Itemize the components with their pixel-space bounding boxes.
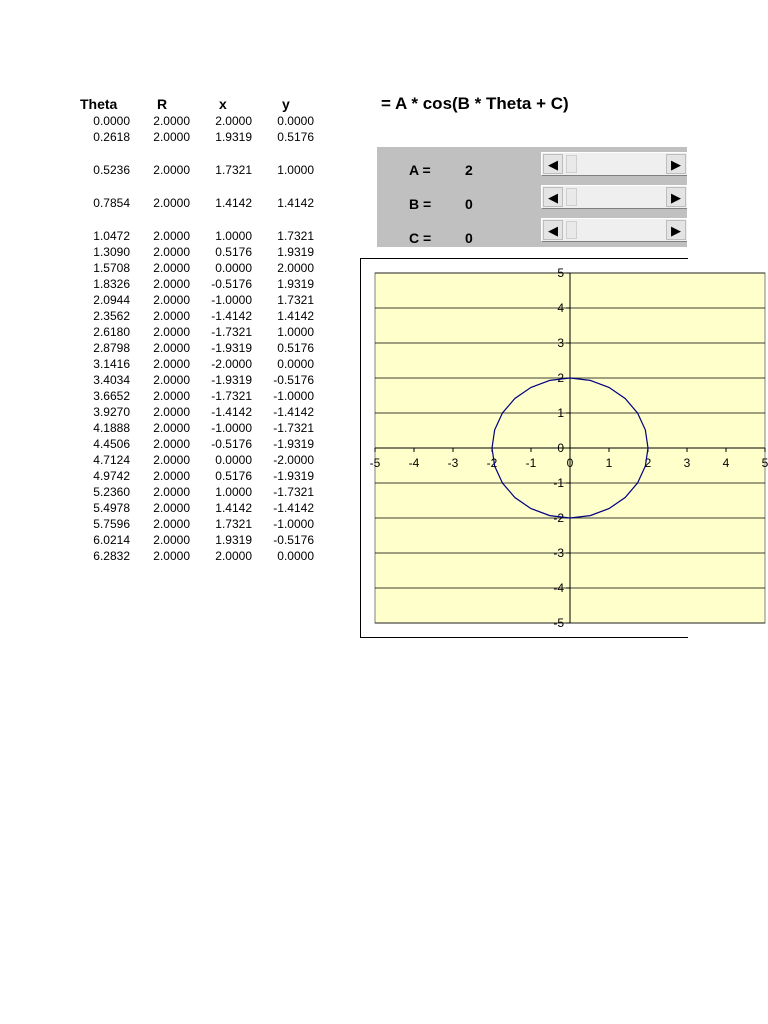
x-cell: -1.7321 bbox=[211, 389, 252, 403]
table-row bbox=[72, 245, 332, 260]
param-a-value: 2 bbox=[465, 162, 473, 178]
y-cell: 2.0000 bbox=[277, 261, 314, 275]
param-c-scrollbar[interactable] bbox=[541, 218, 687, 242]
header-theta: Theta bbox=[80, 96, 118, 112]
theta-cell: 2.6180 bbox=[93, 325, 130, 339]
y-cell: 1.0000 bbox=[277, 163, 314, 177]
y-cell: 1.4142 bbox=[277, 196, 314, 210]
y-cell: 0.5176 bbox=[277, 130, 314, 144]
table-row bbox=[72, 277, 332, 292]
theta-cell: 0.7854 bbox=[93, 196, 130, 210]
theta-cell: 1.8326 bbox=[93, 277, 130, 291]
param-b-label: B = bbox=[409, 196, 432, 212]
y-tick-label: -3 bbox=[553, 546, 564, 560]
scroll-right-arrow-icon[interactable]: ▶ bbox=[666, 187, 686, 207]
r-cell: 2.0000 bbox=[153, 405, 190, 419]
r-cell: 2.0000 bbox=[153, 325, 190, 339]
table-row bbox=[72, 229, 332, 244]
y-tick-label: 5 bbox=[557, 266, 564, 280]
y-cell: 1.4142 bbox=[277, 309, 314, 323]
theta-cell: 5.4978 bbox=[93, 501, 130, 515]
y-cell: -1.9319 bbox=[273, 437, 314, 451]
y-cell: -0.5176 bbox=[273, 533, 314, 547]
y-tick-label: 1 bbox=[557, 406, 564, 420]
x-cell: -1.4142 bbox=[211, 309, 252, 323]
x-cell: 1.4142 bbox=[215, 501, 252, 515]
r-cell: 2.0000 bbox=[153, 533, 190, 547]
r-cell: 2.0000 bbox=[153, 130, 190, 144]
r-cell: 2.0000 bbox=[153, 517, 190, 531]
x-cell: 0.0000 bbox=[215, 261, 252, 275]
theta-cell: 3.6652 bbox=[93, 389, 130, 403]
r-cell: 2.0000 bbox=[153, 453, 190, 467]
r-cell: 2.0000 bbox=[153, 309, 190, 323]
r-cell: 2.0000 bbox=[153, 437, 190, 451]
x-cell: 2.0000 bbox=[215, 114, 252, 128]
r-cell: 2.0000 bbox=[153, 277, 190, 291]
y-cell: -0.5176 bbox=[273, 373, 314, 387]
scroll-left-arrow-icon[interactable]: ◀ bbox=[543, 187, 563, 207]
x-tick-label: 3 bbox=[683, 456, 691, 470]
table-row bbox=[72, 373, 332, 388]
y-cell: 1.7321 bbox=[277, 293, 314, 307]
table-row bbox=[72, 421, 332, 436]
header-x: x bbox=[219, 96, 227, 112]
y-cell: -1.9319 bbox=[273, 469, 314, 483]
r-cell: 2.0000 bbox=[153, 293, 190, 307]
x-cell: 1.7321 bbox=[215, 517, 252, 531]
theta-cell: 0.5236 bbox=[93, 163, 130, 177]
y-cell: -1.7321 bbox=[273, 421, 314, 435]
y-tick-label: 3 bbox=[557, 336, 564, 350]
table-row bbox=[72, 341, 332, 356]
r-cell: 2.0000 bbox=[153, 357, 190, 371]
y-cell: -1.0000 bbox=[273, 389, 314, 403]
r-cell: 2.0000 bbox=[153, 261, 190, 275]
r-cell: 2.0000 bbox=[153, 341, 190, 355]
table-row bbox=[72, 405, 332, 420]
x-tick-label: -3 bbox=[447, 456, 459, 470]
y-tick-label: -4 bbox=[553, 581, 564, 595]
theta-cell: 6.2832 bbox=[93, 549, 130, 563]
table-row bbox=[72, 325, 332, 340]
r-cell: 2.0000 bbox=[153, 501, 190, 515]
y-cell: -1.7321 bbox=[273, 485, 314, 499]
r-cell: 2.0000 bbox=[153, 196, 190, 210]
y-tick-label: 0 bbox=[557, 441, 564, 455]
x-cell: -1.4142 bbox=[211, 405, 252, 419]
param-a-scrollbar[interactable] bbox=[541, 152, 687, 176]
parameter-panel bbox=[377, 147, 687, 247]
x-tick-label: 1 bbox=[605, 456, 613, 470]
y-cell: 0.0000 bbox=[277, 549, 314, 563]
y-cell: 1.9319 bbox=[277, 245, 314, 259]
x-cell: 1.0000 bbox=[215, 229, 252, 243]
y-cell: 0.0000 bbox=[277, 114, 314, 128]
param-a-label: A = bbox=[409, 162, 431, 178]
table-row bbox=[72, 469, 332, 484]
formula-title: = A * cos(B * Theta + C) bbox=[381, 94, 569, 113]
table-row bbox=[72, 453, 332, 468]
r-cell: 2.0000 bbox=[153, 114, 190, 128]
param-c-label: C = bbox=[409, 230, 432, 246]
x-tick-label: 5 bbox=[761, 456, 768, 470]
r-cell: 2.0000 bbox=[153, 421, 190, 435]
x-cell: -1.0000 bbox=[211, 421, 252, 435]
x-cell: 1.0000 bbox=[215, 485, 252, 499]
header-y: y bbox=[282, 96, 290, 112]
y-cell: 1.7321 bbox=[277, 229, 314, 243]
table-row bbox=[72, 309, 332, 324]
table-row bbox=[72, 533, 332, 548]
theta-cell: 6.0214 bbox=[93, 533, 130, 547]
x-cell: -2.0000 bbox=[211, 357, 252, 371]
x-cell: -1.9319 bbox=[211, 373, 252, 387]
r-cell: 2.0000 bbox=[153, 469, 190, 483]
theta-cell: 1.3090 bbox=[93, 245, 130, 259]
table-row bbox=[72, 130, 332, 145]
table-row bbox=[72, 261, 332, 276]
x-cell: -1.7321 bbox=[211, 325, 252, 339]
r-cell: 2.0000 bbox=[153, 373, 190, 387]
table-row bbox=[72, 389, 332, 404]
header-r: R bbox=[157, 96, 168, 112]
table-row bbox=[72, 517, 332, 532]
data-table bbox=[72, 0, 332, 600]
scroll-thumb[interactable] bbox=[566, 155, 577, 173]
x-cell: -1.0000 bbox=[211, 293, 252, 307]
param-b-value: 0 bbox=[465, 196, 473, 212]
x-tick-label: 2 bbox=[644, 456, 652, 470]
x-tick-label: -1 bbox=[525, 456, 537, 470]
theta-cell: 2.8798 bbox=[93, 341, 130, 355]
x-cell: 0.5176 bbox=[215, 469, 252, 483]
y-cell: -1.4142 bbox=[273, 405, 314, 419]
y-cell: -1.0000 bbox=[273, 517, 314, 531]
theta-cell: 1.0472 bbox=[93, 229, 130, 243]
scroll-right-arrow-icon[interactable]: ▶ bbox=[666, 154, 686, 174]
y-tick-label: -2 bbox=[553, 511, 564, 525]
scroll-right-arrow-icon[interactable]: ▶ bbox=[666, 220, 686, 240]
theta-cell: 4.4506 bbox=[93, 437, 130, 451]
x-cell: -0.5176 bbox=[211, 277, 252, 291]
table-row bbox=[72, 437, 332, 452]
r-cell: 2.0000 bbox=[153, 389, 190, 403]
table-row bbox=[72, 196, 332, 211]
table-row bbox=[72, 485, 332, 500]
x-tick-label: -2 bbox=[486, 456, 498, 470]
table-row bbox=[72, 163, 332, 178]
x-cell: -1.9319 bbox=[211, 341, 252, 355]
param-c-value: 0 bbox=[465, 230, 473, 246]
theta-cell: 0.0000 bbox=[93, 114, 130, 128]
y-cell: 0.5176 bbox=[277, 341, 314, 355]
theta-cell: 3.9270 bbox=[93, 405, 130, 419]
table-row bbox=[72, 357, 332, 372]
x-tick-label: 0 bbox=[566, 456, 574, 470]
x-tick-label: -4 bbox=[408, 456, 420, 470]
theta-cell: 3.4034 bbox=[93, 373, 130, 387]
scroll-left-arrow-icon[interactable]: ◀ bbox=[543, 220, 563, 240]
r-cell: 2.0000 bbox=[153, 245, 190, 259]
x-cell: -0.5176 bbox=[211, 437, 252, 451]
x-cell: 1.9319 bbox=[215, 533, 252, 547]
theta-cell: 4.7124 bbox=[93, 453, 130, 467]
y-cell: -2.0000 bbox=[273, 453, 314, 467]
theta-cell: 2.3562 bbox=[93, 309, 130, 323]
x-cell: 0.0000 bbox=[215, 453, 252, 467]
theta-cell: 4.1888 bbox=[93, 421, 130, 435]
y-tick-label: -1 bbox=[553, 476, 564, 490]
r-cell: 2.0000 bbox=[153, 549, 190, 563]
y-cell: 1.9319 bbox=[277, 277, 314, 291]
x-cell: 1.9319 bbox=[215, 130, 252, 144]
y-cell: -1.4142 bbox=[273, 501, 314, 515]
scroll-left-arrow-icon[interactable]: ◀ bbox=[543, 154, 563, 174]
r-cell: 2.0000 bbox=[153, 163, 190, 177]
x-cell: 0.5176 bbox=[215, 245, 252, 259]
param-b-scrollbar[interactable] bbox=[541, 185, 687, 209]
r-cell: 2.0000 bbox=[153, 485, 190, 499]
chart-frame bbox=[360, 258, 768, 638]
theta-cell: 3.1416 bbox=[93, 357, 130, 371]
theta-cell: 1.5708 bbox=[93, 261, 130, 275]
theta-cell: 2.0944 bbox=[93, 293, 130, 307]
y-tick-label: -5 bbox=[553, 616, 564, 630]
scroll-thumb[interactable] bbox=[566, 221, 577, 239]
theta-cell: 5.2360 bbox=[93, 485, 130, 499]
r-cell: 2.0000 bbox=[153, 229, 190, 243]
polar-chart bbox=[361, 259, 768, 639]
theta-cell: 0.2618 bbox=[93, 130, 130, 144]
x-cell: 1.7321 bbox=[215, 163, 252, 177]
y-tick-label: 2 bbox=[557, 371, 564, 385]
scroll-thumb[interactable] bbox=[566, 188, 577, 206]
table-row bbox=[72, 114, 332, 129]
theta-cell: 4.9742 bbox=[93, 469, 130, 483]
table-row bbox=[72, 501, 332, 516]
table-row bbox=[72, 549, 332, 564]
table-row bbox=[72, 293, 332, 308]
x-cell: 1.4142 bbox=[215, 196, 252, 210]
theta-cell: 5.7596 bbox=[93, 517, 130, 531]
x-tick-label: -5 bbox=[369, 456, 381, 470]
x-tick-label: 4 bbox=[722, 456, 730, 470]
y-cell: 0.0000 bbox=[277, 357, 314, 371]
x-cell: 2.0000 bbox=[215, 549, 252, 563]
y-cell: 1.0000 bbox=[277, 325, 314, 339]
y-tick-label: 4 bbox=[557, 301, 564, 315]
